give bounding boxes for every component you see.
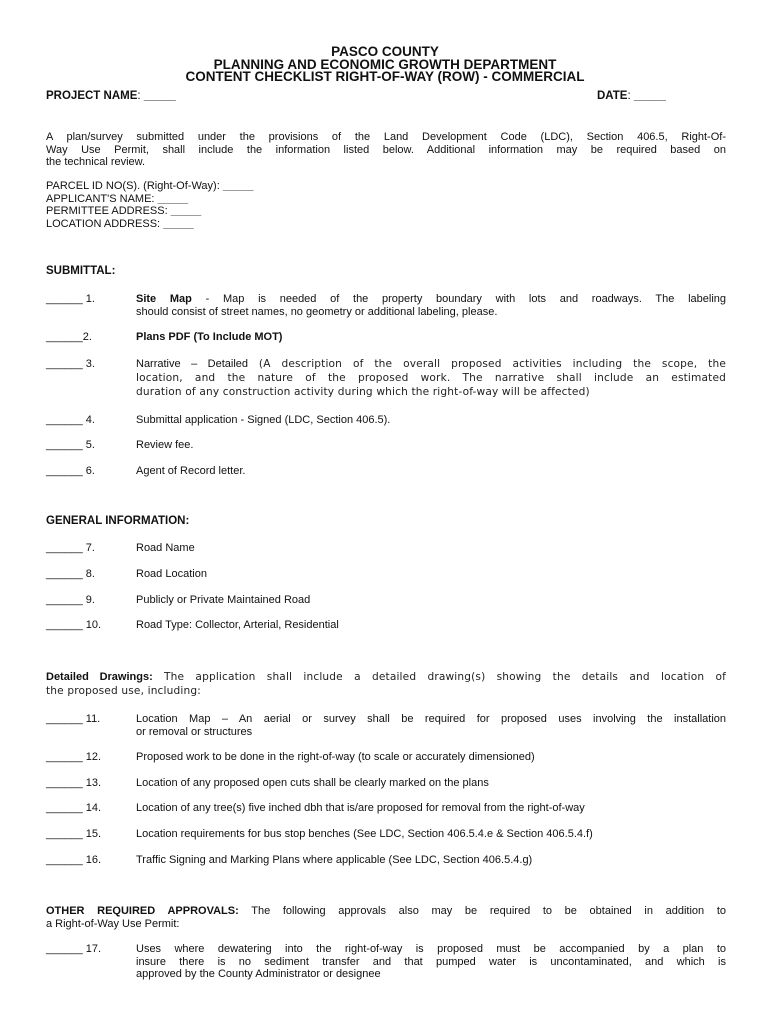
paragraph-text: a Right-of-Way Use Permit:: [46, 917, 180, 930]
intro-line: the technical review.: [46, 156, 146, 168]
paragraph-text: The following approvals also may be required to be obtained in addition to: [238, 905, 727, 917]
checklist-text: [136, 943, 726, 981]
item-text: location, and the nature of the proposed work. The narrative shall include an estimated: [136, 371, 726, 384]
item-text: approved by the County Administrator or designee: [136, 968, 381, 980]
header-county: PASCO COUNTY: [331, 44, 439, 59]
checklist-text: Road Type: Collector, Arterial, Residential: [136, 619, 339, 631]
checklist-text: Location of any tree(s) five inched dbh that is/are proposed for removal from the right-of-way: [136, 802, 585, 814]
checklist-text: Plans PDF (To Include MOT): [136, 331, 283, 343]
applicant-name-line: [46, 193, 253, 206]
item-text: Location Map – An aerial or survey shall be required for proposed uses involving the installation: [136, 713, 726, 725]
permittee-address-line: [46, 205, 253, 218]
project-name-line: [46, 90, 176, 103]
location-address-line: [46, 218, 253, 231]
checklist-blank[interactable]: ______2.: [46, 331, 92, 343]
item-text: should consist of street names, no geometry or additional labeling, please.: [136, 305, 498, 318]
paragraph-text: the proposed use, including:: [46, 684, 201, 697]
checklist-text: Road Location: [136, 568, 207, 580]
checklist-text: [136, 293, 726, 318]
checklist-text: Road Name: [136, 542, 195, 554]
item-text: duration of any construction activity during which the right-of-way will be affected): [136, 385, 590, 398]
item-text: Uses where dewatering into the right-of-way is proposed must be accompanied by a plan to: [136, 943, 726, 955]
checklist-blank[interactable]: ______ 12.: [46, 751, 102, 763]
project-name-label: PROJECT NAME: [46, 90, 138, 102]
parcel-id-field[interactable]: _____: [222, 180, 254, 192]
header-checklist-title: CONTENT CHECKLIST RIGHT-OF-WAY (ROW) - COMMERCIAL: [185, 69, 585, 84]
site-map-label: Site Map: [136, 293, 192, 305]
checklist-blank[interactable]: ______ 15.: [46, 828, 102, 840]
checklist-blank[interactable]: ______ 11.: [46, 713, 101, 725]
checklist-blank[interactable]: ______ 14.: [46, 802, 102, 814]
checklist-text: [136, 713, 726, 738]
checklist-blank[interactable]: ______ 17.: [46, 943, 102, 955]
item-text: insure there is no sediment transfer and that pumped water is uncontaminated, and which is: [136, 955, 726, 968]
checklist-blank[interactable]: ______ 13.: [46, 777, 102, 789]
checklist-text: Proposed work to be done in the right-of-way (to scale or accurately dimensioned): [136, 751, 535, 763]
parcel-id-line: [46, 180, 253, 193]
document-header: [0, 46, 770, 84]
detailed-drawings-paragraph: [46, 671, 726, 698]
other-approvals-heading: OTHER REQUIRED APPROVALS:: [46, 905, 239, 917]
item-text: - Map is needed of the property boundary with lots and roadways. The labeling: [191, 293, 727, 305]
permittee-address-field[interactable]: _____: [170, 205, 202, 217]
submittal-heading: SUBMITTAL:: [46, 265, 116, 277]
project-name-sep: :: [137, 90, 141, 102]
item-text: (A description of the overall proposed activities including the scope, the: [248, 358, 726, 370]
project-name-field[interactable]: _____: [143, 90, 176, 102]
checklist-text: Agent of Record letter.: [136, 465, 246, 477]
checklist-blank[interactable]: ______ 8.: [46, 568, 95, 580]
checklist-text: [136, 358, 726, 399]
applicant-name-field[interactable]: _____: [157, 192, 189, 205]
checklist-text: Submittal application - Signed (LDC, Section 406.5).: [136, 414, 391, 426]
checklist-blank[interactable]: ______ 4.: [46, 414, 95, 426]
paragraph-text: The application shall include a detailed drawing(s) showing the details and location of: [152, 671, 726, 683]
checklist-blank[interactable]: ______ 3.: [46, 358, 95, 370]
narrative-label: Narrative – Detailed: [136, 358, 248, 370]
item-text: or removal or structures: [136, 725, 253, 738]
intro-line: A plan/survey submitted under the provisions of the Land Development Code (LDC), Section 406.5, Right-Of-: [46, 131, 726, 143]
parcel-id-label: PARCEL ID NO(S). (Right-Of-Way):: [46, 180, 220, 192]
checklist-text: Traffic Signing and Marking Plans where applicable (See LDC, Section 406.5.4.g): [136, 854, 533, 866]
general-information-heading: GENERAL INFORMATION:: [46, 515, 190, 527]
checklist-text: Location of any proposed open cuts shall be clearly marked on the plans: [136, 777, 489, 789]
checklist-blank[interactable]: ______ 5.: [46, 439, 95, 451]
date-label: DATE: [597, 90, 628, 102]
date-line: [597, 90, 666, 103]
checklist-blank[interactable]: ______ 10.: [46, 619, 102, 631]
date-sep: :: [627, 90, 631, 102]
checklist-blank[interactable]: ______ 7.: [46, 542, 95, 554]
checklist-text: Review fee.: [136, 439, 194, 451]
location-address-label: LOCATION ADDRESS:: [46, 217, 161, 230]
header-department: PLANNING AND ECONOMIC GROWTH DEPARTMENT: [213, 56, 557, 72]
checklist-text: Location requirements for bus stop benches (See LDC, Section 406.5.4.e & Section 406.5.4.f): [136, 828, 593, 840]
checklist-blank[interactable]: ______ 16.: [46, 854, 102, 866]
date-field[interactable]: _____: [633, 90, 666, 102]
applicant-fields: [46, 180, 253, 230]
intro-paragraph: [46, 131, 726, 169]
detailed-drawings-heading: Detailed Drawings:: [46, 671, 153, 683]
other-approvals-paragraph: [46, 905, 726, 930]
applicant-name-label: APPLICANT'S NAME:: [46, 192, 155, 205]
checklist-blank[interactable]: ______ 9.: [46, 594, 95, 606]
intro-line: Way Use Permit, shall include the information listed below. Additional information may be required based on: [46, 143, 726, 156]
location-address-field[interactable]: _____: [163, 217, 194, 230]
checklist-text: Publicly or Private Maintained Road: [136, 594, 311, 606]
permittee-address-label: PERMITTEE ADDRESS:: [46, 205, 168, 217]
checklist-blank[interactable]: ______ 1.: [46, 293, 95, 305]
checklist-blank[interactable]: ______ 6.: [46, 465, 95, 477]
